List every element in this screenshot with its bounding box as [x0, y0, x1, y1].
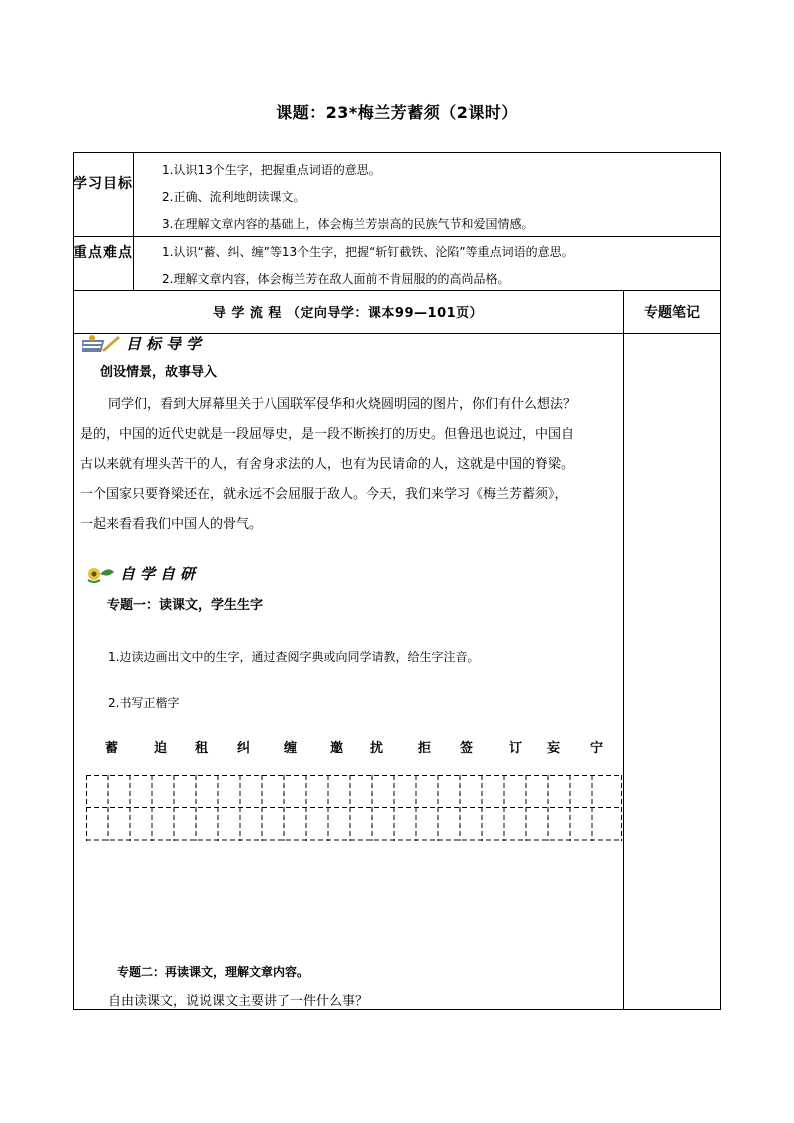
practice-char: 租: [195, 741, 209, 756]
practice-char: 迫: [154, 741, 168, 756]
step2-text: 2.书写正楷字: [108, 696, 180, 710]
goal-item-2: 2.正确、流利地朗读课文。: [162, 190, 306, 204]
keypoint-item-2: 2.理解文章内容，体会梅兰芳在敌人面前不肯屈服的的高尚品格。: [162, 272, 510, 286]
practice-char: 纠: [237, 741, 251, 756]
notes-header: 专题笔记: [644, 305, 700, 321]
row-divider-goals: [73, 236, 721, 237]
practice-char: 妄: [547, 741, 561, 756]
book-pen-icon: [82, 334, 122, 354]
practice-char: 邀: [330, 741, 344, 756]
flower-icon: [86, 564, 116, 584]
writing-grid[interactable]: [86, 775, 622, 841]
goal-item-3: 3.在理解文章内容的基础上，体会梅兰芳崇高的民族气节和爱国情感。: [162, 217, 534, 231]
step1-text: 1.边读边画出文中的生字，通过查阅字典或向同学请教，给生字注音。: [108, 650, 480, 664]
practice-char: 缠: [284, 741, 298, 756]
notes-column-divider: [623, 290, 624, 1010]
topic2-question: 自由读课文，说说课文主要讲了一件什么事？: [108, 994, 369, 1009]
intro-line-4: 一个国家只要脊梁还在，就永远不会屈服于敌人。今天，我们来学习《梅兰芳蓄须》，: [80, 487, 568, 502]
practice-char: 订: [509, 741, 523, 756]
intro-line-2: 是的，中国的近代史就是一段屈辱史，是一段不断挨打的历史。但鲁迅也说过，中国自: [80, 427, 575, 442]
intro-line-5: 一起来看看我们中国人的骨气。: [80, 517, 263, 532]
practice-char: 扰: [370, 741, 384, 756]
target-guide-logo-text: 目标导学: [126, 335, 207, 353]
intro-line-3: 古以来就有埋头苦干的人，有舍身求法的人，也有为民请命的人，这就是中国的脊梁。: [80, 457, 575, 472]
practice-characters: [100, 737, 620, 755]
label-column-divider: [133, 152, 134, 290]
practice-char: 宁: [590, 741, 604, 756]
practice-char: 拒: [418, 741, 432, 756]
intro-line-1: 同学们，看到大屏幕里关于八国联军侵华和火烧圆明园的图片，你们有什么想法？: [108, 397, 577, 412]
flow-header: 导 学 流 程 （定向导学：课本99—101页）: [212, 306, 484, 321]
goals-label: 学习目标: [73, 176, 133, 192]
practice-char: 蓄: [105, 741, 119, 756]
target-guide-logo: [82, 333, 206, 354]
section1-subtitle: 创设情景，故事导入: [100, 365, 218, 380]
intro-paragraph: [80, 390, 612, 540]
self-study-logo: [86, 563, 200, 584]
goal-item-1: 1.认识13个生字，把握重点词语的意思。: [162, 163, 381, 177]
keypoints-label: 重点难点: [73, 245, 133, 261]
topic2-heading: 专题二：再读课文，理解文章内容。: [117, 965, 310, 979]
keypoint-item-1: 1.认识“蓄、纠、缠”等13个生字，把握“斩钉截铁、沦陷”等重点词语的意思。: [162, 245, 574, 259]
page-title: 课题：23*梅兰芳蓄须（2课时）: [276, 103, 518, 122]
self-study-logo-text: 自学自研: [120, 565, 201, 583]
topic1-heading: 专题一：读课文，学生生字: [107, 598, 264, 613]
practice-char: 签: [460, 741, 474, 756]
